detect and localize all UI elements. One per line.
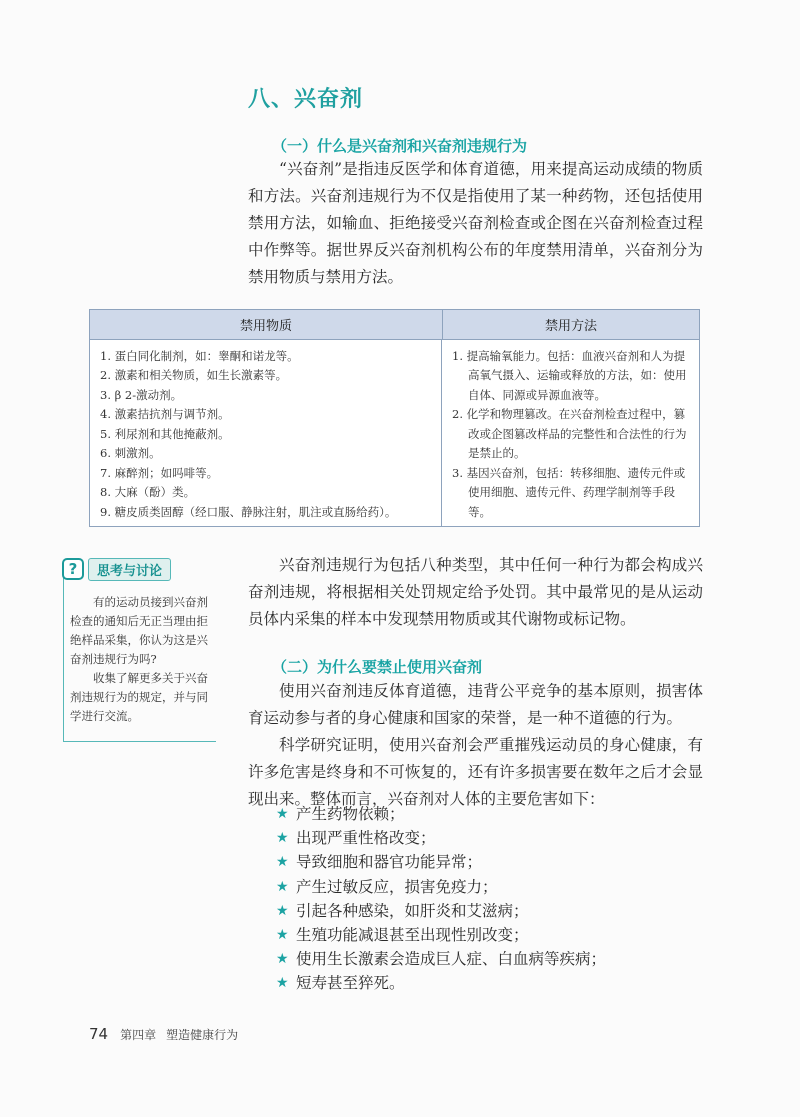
method-item: 1. 提高输氧能力。包括：血液兴奋剂和人为提高氧气摄入、运输或释放的方法，如：使用自体、同源或异源血液等。 bbox=[452, 348, 687, 402]
substance-item: 6. 刺激剂。 bbox=[100, 446, 161, 460]
substances-column bbox=[90, 340, 442, 527]
star-icon: ★ bbox=[276, 878, 289, 895]
chapter-number: 第四章 bbox=[120, 1028, 157, 1042]
discussion-task: 收集了解更多关于兴奋剂违规行为的规定，并与同学进行交流。 bbox=[70, 671, 208, 723]
subsection-title-2: （二）为什么要禁止使用兴奋剂 bbox=[272, 658, 483, 676]
hazard-text: 引起各种感染，如肝炎和艾滋病； bbox=[296, 901, 529, 920]
paragraph-violation-types bbox=[248, 552, 703, 633]
hazard-text: 短寿甚至猝死。 bbox=[296, 974, 405, 993]
page-number: 74 bbox=[89, 1025, 109, 1043]
discussion-label: 思考与讨论 bbox=[88, 558, 171, 581]
paragraph-text: 科学研究证明，使用兴奋剂会严重摧残运动员的身心健康，有许多危害是终身和不可恢复的，还有许多损害要在数年之后才会显现出来。整体而言，兴奋剂对人体的主要危害如下： bbox=[248, 736, 703, 808]
list-item bbox=[276, 971, 606, 995]
star-icon: ★ bbox=[276, 806, 289, 822]
substance-item: 1. 蛋白同化制剂，如：睾酮和诺龙等。 bbox=[100, 348, 299, 363]
substance-item: 3. β 2-激动剂。 bbox=[100, 387, 183, 402]
paragraph-text: 兴奋剂违规行为包括八种类型，其中任何一种行为都会构成兴奋剂违规，将根据相关处罚规定给予处罚。其中最常见的是从运动员体内采集的样本中发现禁用物质或其代谢物或标记物。 bbox=[248, 556, 703, 628]
hazard-text: 出现严重性格改变； bbox=[296, 829, 436, 848]
subsection-title-1: （一）什么是兴奋剂和兴奋剂违规行为 bbox=[272, 137, 528, 155]
substance-item: 9. 糖皮质类固醇（经口服、静脉注射，肌注或直肠给药）。 bbox=[100, 504, 397, 519]
hazard-text: 产生过敏反应，损害免疫力； bbox=[296, 877, 498, 896]
substance-item: 8. 大麻（酚）类。 bbox=[100, 485, 196, 499]
table-header-substances: 禁用物质 bbox=[90, 310, 443, 339]
star-icon: ★ bbox=[276, 927, 289, 944]
substance-item: 4. 激素拮抗剂与调节剂。 bbox=[100, 407, 230, 421]
table-body bbox=[90, 340, 699, 527]
paragraph-text: “兴奋剂”是指违反医学和体育道德，用来提高运动成绩的物质和方法。兴奋剂违规行为不仅是指使用了某一种药物，还包括使用禁用方法，如输血、拒绝接受兴奋剂检查或企图在兴奋剂检查过程中作弊等。据世界反兴奋剂机构公布的年度禁用清单，兴奋剂分为禁用物质与禁用方法。 bbox=[248, 160, 703, 286]
hazard-text: 导致细胞和器官功能异常； bbox=[296, 853, 483, 872]
table-header-methods: 禁用方法 bbox=[544, 318, 597, 334]
star-icon: ★ bbox=[276, 830, 289, 847]
discussion-question: 有的运动员接到兴奋剂检查的通知后无正当理由拒绝样品采集，你认为这是兴奋剂违规行为吗? bbox=[70, 595, 208, 666]
list-item bbox=[276, 802, 606, 826]
star-icon: ★ bbox=[276, 951, 289, 968]
star-icon: ★ bbox=[276, 854, 289, 871]
discussion-body bbox=[70, 593, 212, 726]
list-item bbox=[276, 875, 606, 899]
hazards-list bbox=[276, 802, 606, 996]
substance-item: 5. 利尿剂和其他掩蔽剂。 bbox=[100, 426, 230, 441]
list-item bbox=[276, 947, 606, 971]
discussion-header bbox=[62, 557, 171, 581]
list-item bbox=[276, 850, 606, 874]
hazard-text: 产生药物依赖； bbox=[296, 805, 405, 823]
paragraph-definition bbox=[248, 156, 703, 291]
star-icon: ★ bbox=[276, 975, 289, 992]
chapter-title: 塑造健康行为 bbox=[166, 1028, 239, 1042]
substance-item: 2. 激素和相关物质，如生长激素等。 bbox=[100, 368, 288, 382]
question-icon: ? bbox=[62, 558, 84, 580]
section-title: 八、兴奋剂 bbox=[248, 87, 364, 112]
page-footer bbox=[89, 1025, 248, 1043]
table-header bbox=[90, 310, 699, 340]
list-item bbox=[276, 923, 606, 947]
methods-column bbox=[442, 340, 699, 527]
paragraph-ethics bbox=[248, 678, 703, 813]
paragraph-text: 使用兴奋剂违反体育道德，违背公平竞争的基本原则，损害体育运动参与者的身心健康和国家的荣誉，是一种不道德的行为。 bbox=[248, 682, 703, 727]
list-item bbox=[276, 826, 606, 850]
prohibited-list-table bbox=[89, 309, 700, 527]
method-item: 3. 基因兴奋剂，包括：转移细胞、遗传元件或使用细胞、遗传元件、药理学制剂等手段等。 bbox=[452, 465, 686, 519]
star-icon: ★ bbox=[276, 902, 289, 919]
hazard-text: 生殖功能减退甚至出现性别改变； bbox=[296, 926, 529, 945]
discussion-box bbox=[63, 561, 216, 742]
list-item bbox=[276, 899, 606, 923]
method-item: 2. 化学和物理篡改。在兴奋剂检查过程中，篡改或企图篡改样品的完整性和合法性的行为是禁止的。 bbox=[452, 407, 687, 460]
hazard-text: 使用生长激素会造成巨人症、白血病等疾病； bbox=[296, 950, 607, 969]
substance-item: 7. 麻醉剂；如吗啡等。 bbox=[100, 465, 219, 480]
